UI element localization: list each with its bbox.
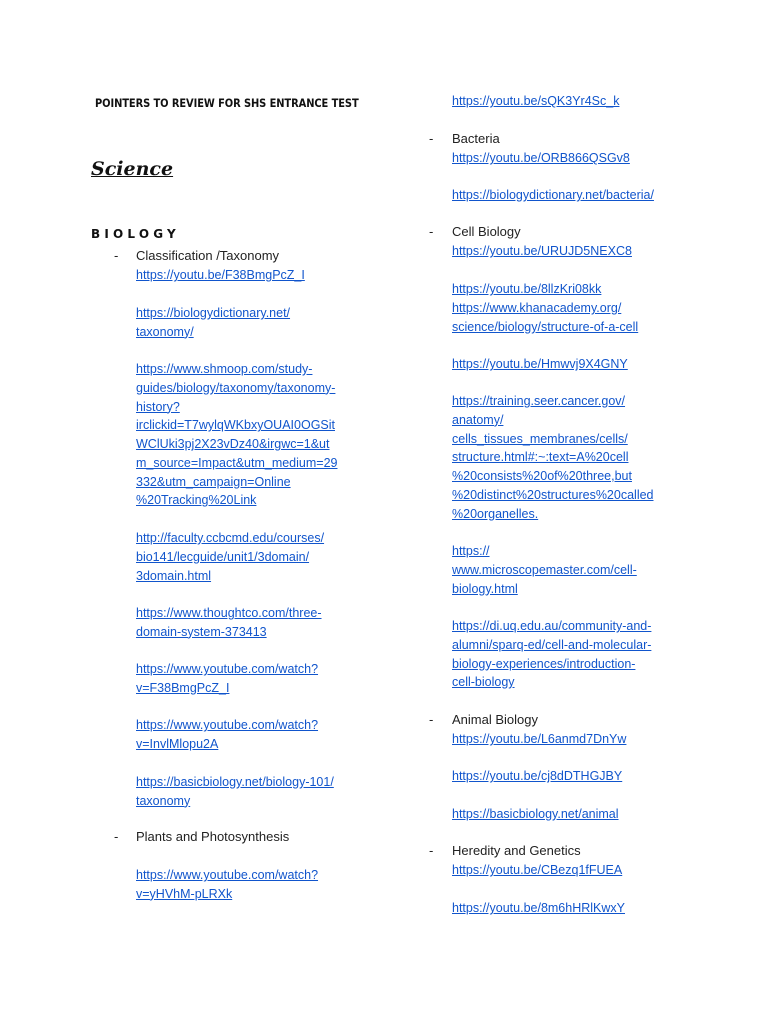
link-item[interactable] xyxy=(136,716,318,754)
link-line: 332&utm_campaign=Online xyxy=(136,474,291,489)
link-item[interactable] xyxy=(452,767,622,786)
link-line: v=F38BmgPcZ_I xyxy=(136,680,230,695)
link-item[interactable] xyxy=(452,730,626,749)
link-line: anatomy/ xyxy=(452,412,504,427)
link-item[interactable] xyxy=(136,360,337,510)
link-line: biology-experiences/introduction- xyxy=(452,656,636,671)
link-line: m_source=Impact&utm_medium=29 xyxy=(136,455,338,470)
link-item[interactable] xyxy=(452,186,654,205)
link-line: https://youtu.be/CBezq1fFUEA xyxy=(452,863,623,877)
link-line: https:// xyxy=(452,544,490,558)
bullet-dash: - xyxy=(429,131,434,146)
link-item[interactable] xyxy=(136,604,322,642)
link-line: www.microscopemaster.com/cell- xyxy=(452,562,637,577)
link-item[interactable] xyxy=(452,280,601,299)
page-title: POINTERS TO REVIEW FOR SHS ENTRANCE TEST xyxy=(95,96,359,110)
link-item[interactable] xyxy=(452,861,622,880)
link-line: https://www.youtube.com/watch? xyxy=(136,662,319,676)
link-line: https://youtu.be/Hmwvj9X4GNY xyxy=(452,357,628,371)
link-line: http://faculty.ccbcmd.edu/courses/ xyxy=(136,531,325,545)
link-line: https://youtu.be/L6anmd7DnYw xyxy=(452,732,627,746)
link-item[interactable] xyxy=(452,355,628,374)
link-line: https://youtu.be/8m6hHRlKwxY xyxy=(452,901,625,915)
bullet-dash: - xyxy=(429,843,434,858)
link-line: history? xyxy=(136,399,180,414)
bullet-dash: - xyxy=(429,712,434,727)
bullet-dash: - xyxy=(114,829,119,844)
link-line: cell-biology xyxy=(452,675,515,690)
topic-bacteria: Bacteria xyxy=(452,131,500,146)
link-line: %20distinct%20structures%20called xyxy=(452,487,654,502)
link-item[interactable] xyxy=(452,299,638,337)
link-line: taxonomy xyxy=(136,793,191,808)
bullet-dash: - xyxy=(429,224,434,239)
link-item[interactable] xyxy=(452,805,619,824)
link-item[interactable] xyxy=(452,392,654,523)
link-line: irclickid=T7wylqWKbxyOUAI0OGSit xyxy=(136,418,335,433)
link-line: alumni/sparq-ed/cell-and-molecular- xyxy=(452,637,652,652)
link-line: %20organelles. xyxy=(452,506,539,521)
link-line: https://www.khanacademy.org/ xyxy=(452,301,622,315)
link-line: https://basicbiology.net/animal xyxy=(452,807,619,821)
link-line: v=InvlMlopu2A xyxy=(136,736,219,751)
link-item[interactable] xyxy=(136,660,318,698)
section-heading: BIOLOGY xyxy=(91,227,180,241)
link-line: https://youtu.be/cj8dDTHGJBY xyxy=(452,769,623,783)
subject-heading: Science xyxy=(91,158,174,180)
link-item[interactable] xyxy=(452,92,619,111)
link-item[interactable] xyxy=(136,773,334,811)
link-item[interactable] xyxy=(136,304,290,342)
link-line: https://www.shmoop.com/study- xyxy=(136,362,313,376)
link-line: cells_tissues_membranes/cells/ xyxy=(452,431,628,446)
link-line: https://youtu.be/ORB866QSGv8 xyxy=(452,151,630,165)
link-line: https://training.seer.cancer.gov/ xyxy=(452,394,626,408)
link-line: https://youtu.be/F38BmgPcZ_I xyxy=(136,268,305,282)
link-line: science/biology/structure-of-a-cell xyxy=(452,319,639,334)
link-line: guides/biology/taxonomy/taxonomy- xyxy=(136,380,336,395)
link-item[interactable] xyxy=(452,242,632,261)
link-line: domain-system-373413 xyxy=(136,624,267,639)
link-line: taxonomy/ xyxy=(136,324,194,339)
link-item[interactable] xyxy=(452,617,651,692)
link-line: https://youtu.be/sQK3Yr4Sc_k xyxy=(452,94,620,108)
bullet-dash: - xyxy=(114,248,119,263)
topic-heredity-genetics: Heredity and Genetics xyxy=(452,843,581,858)
link-line: v=yHVhM-pLRXk xyxy=(136,886,233,901)
link-line: https://youtu.be/8llzKri08kk xyxy=(452,282,602,296)
link-line: 3domain.html xyxy=(136,568,212,583)
link-line: https://di.uq.edu.au/community-and- xyxy=(452,619,652,633)
link-line: https://basicbiology.net/biology-101/ xyxy=(136,775,334,789)
link-line: https://www.youtube.com/watch? xyxy=(136,868,319,882)
topic-classification: Classification /Taxonomy xyxy=(136,248,280,263)
link-line: https://www.youtube.com/watch? xyxy=(136,718,319,732)
link-line: %20consists%20of%20three,but xyxy=(452,469,632,483)
link-line: %20Tracking%20Link xyxy=(136,493,257,508)
topic-plants: Plants and Photosynthesis xyxy=(136,829,290,844)
link-line: https://biologydictionary.net/bacteria/ xyxy=(452,188,654,202)
link-line: https://biologydictionary.net/ xyxy=(136,306,291,320)
link-item[interactable] xyxy=(136,529,324,585)
topic-cell-biology: Cell Biology xyxy=(452,224,521,239)
link-item[interactable] xyxy=(452,899,625,918)
link-item[interactable] xyxy=(452,542,637,598)
link-line: structure.html#:~:text=A%20cell xyxy=(452,450,629,465)
link-line: biology.html xyxy=(452,581,518,596)
topic-animal-biology: Animal Biology xyxy=(452,712,538,727)
link-line: WClUki3pj2X23vDz40&irgwc=1&ut xyxy=(136,437,330,451)
link-line: bio141/lecguide/unit1/3domain/ xyxy=(136,549,310,564)
link-item[interactable] xyxy=(452,149,630,168)
link-item[interactable] xyxy=(136,866,318,904)
link-item[interactable] xyxy=(136,266,305,285)
link-line: https://youtu.be/URUJD5NEXC8 xyxy=(452,244,632,258)
link-line: https://www.thoughtco.com/three- xyxy=(136,606,322,620)
